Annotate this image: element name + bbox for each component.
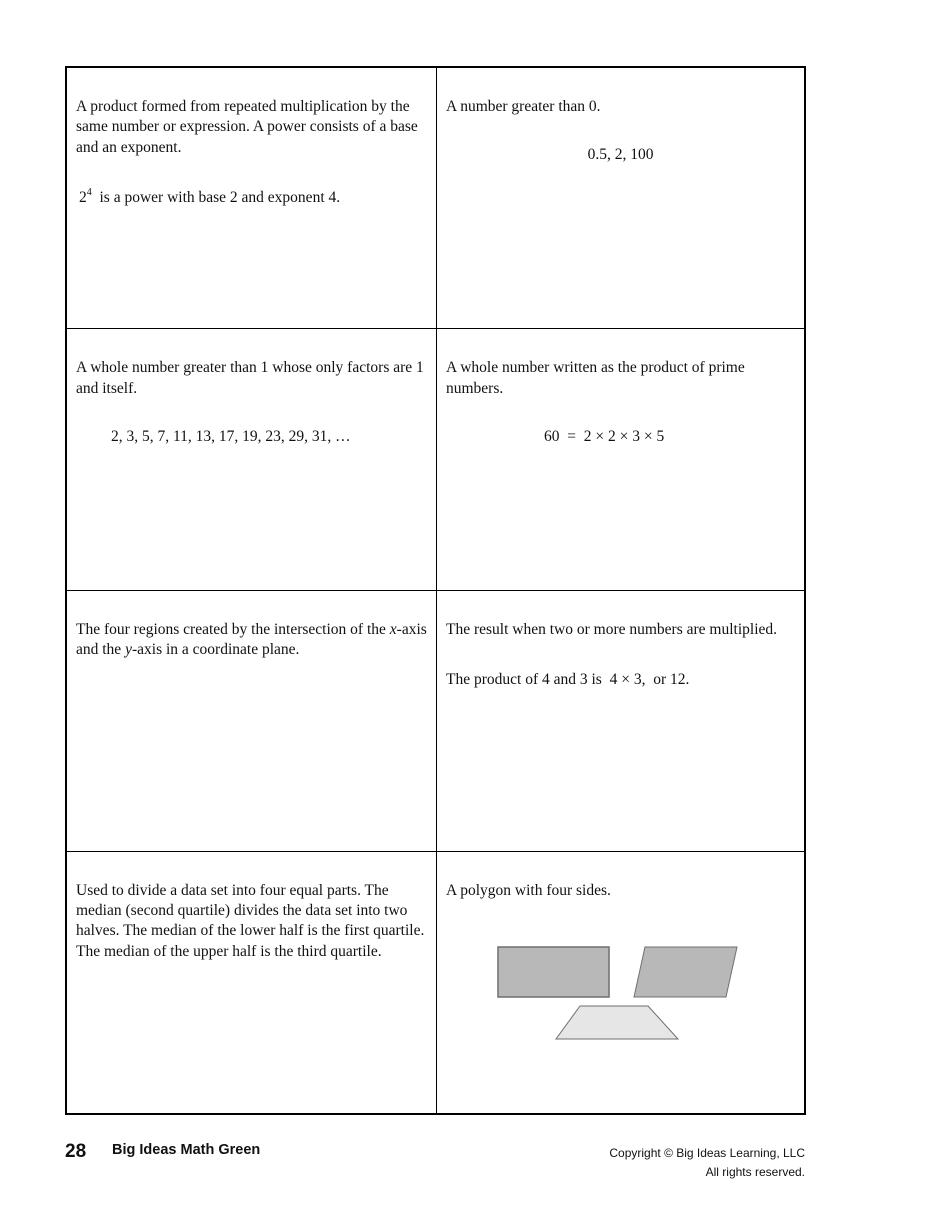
book-title: Big Ideas Math Green (112, 1142, 261, 1158)
card-product (437, 591, 804, 852)
prime-number-example: 2, 3, 5, 7, 11, 13, 17, 19, 23, 29, 31, … (111, 427, 351, 445)
quadrants-definition: The four regions created by the intersection of the x-axis and the y-axis in a coordinate plane. (76, 620, 427, 658)
positive-number-definition: A number greater than 0. (446, 98, 601, 115)
card-prime-number (67, 329, 437, 590)
product-definition: The result when two or more numbers are multiplied. (446, 620, 778, 638)
power-example (76, 188, 427, 208)
card-quadrilateral (437, 852, 804, 1113)
positive-number-example: 0.5, 2, 100 (587, 146, 654, 164)
power-example-text: is a power with base 2 and exponent 4. (99, 188, 341, 206)
copyright-line-1: Copyright © Big Ideas Learning, LLC (609, 1146, 805, 1160)
power-example-exponent: 4 (86, 186, 92, 198)
page-number: 28 (65, 1141, 87, 1162)
trapezoid-shape (556, 1006, 678, 1039)
card-prime-factorization (437, 329, 804, 590)
card-quartiles (67, 852, 437, 1113)
parallelogram-shape (634, 947, 737, 997)
prime-number-definition: A whole number greater than 1 whose only factors are 1 and itself. (76, 359, 424, 397)
copyright-line-2: All rights reserved. (705, 1165, 805, 1179)
power-example-base: 2 (79, 188, 87, 206)
power-definition: A product formed from repeated multiplication by the same number or expression. A power consists of a base and an exponent. (76, 98, 418, 156)
copyright-notice (609, 1144, 805, 1182)
quartiles-definition: Used to divide a data set into four equal parts. The median (second quartile) divides the data set into two halves. The median of the lower half is the first quartile. The median of the upper half is the third quartile. (76, 881, 425, 960)
rectangle-shape (498, 947, 609, 997)
prime-factorization-definition: A whole number written as the product of prime numbers. (446, 359, 745, 397)
card-positive-number (437, 68, 804, 329)
card-quadrants (67, 591, 437, 852)
prime-factorization-example: 60 = 2 × 2 × 3 × 5 (544, 427, 665, 445)
quadrilateral-examples (497, 946, 742, 1046)
quadrilateral-definition: A polygon with four sides. (446, 881, 611, 899)
card-power (67, 68, 437, 329)
product-example: The product of 4 and 3 is 4 × 3, or 12. (446, 670, 690, 688)
flash-card-grid (65, 66, 806, 1115)
